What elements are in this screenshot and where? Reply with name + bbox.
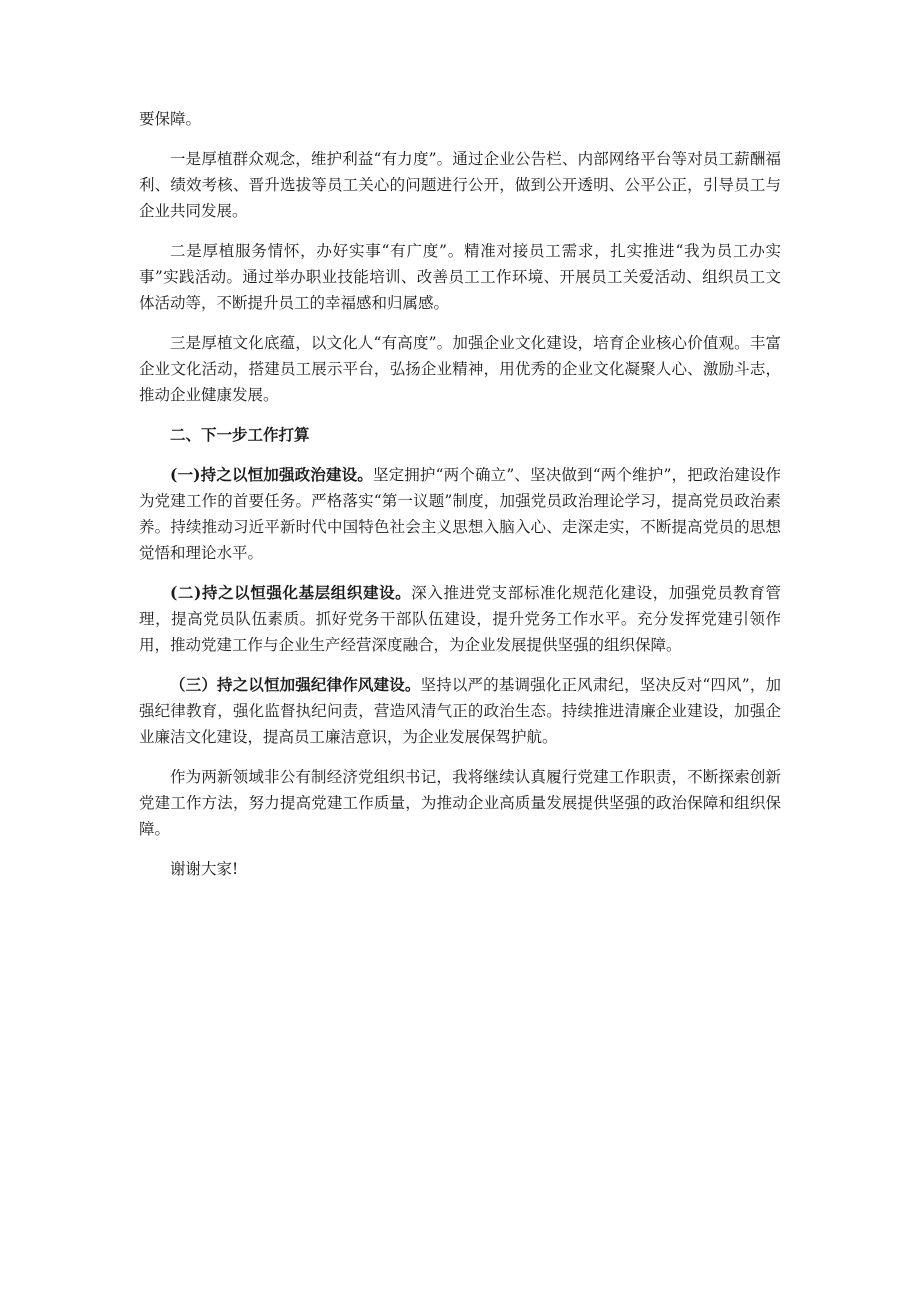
paragraph-masses: 一是厚植群众观念，维护利益“有力度”。通过企业公告栏、内部网络平台等对员工薪酬福利、绩效考核、晋升选拔等员工关心的问题进行公开，做到公开透明、公平公正，引导员工与企业共同发展。	[139, 150, 781, 220]
item-body: 深入推进党支部标准化规范化建设，加强党员教育管理，提高党员队伍素质。抓好党务干部队伍建设，提升党务工作水平。充分发挥党建引领作用，推动党建工作与企业生产经营深度融合，为企业发展提供坚强的组织保障。	[139, 584, 781, 654]
item-index: （三）	[170, 675, 217, 694]
item-lead: 持之以恒加强纪律作风建设。	[216, 675, 421, 694]
item-lead: (一)持之以恒加强政治建设。	[170, 465, 373, 484]
paragraph-closing: 作为两新领域非公有制经济党组织书记，我将继续认真履行党建工作职责，不断探索创新党建工作方法，努力提高党建工作质量，为推动企业高质量发展提供坚强的政治保障和组织保障。	[139, 768, 781, 838]
paragraph-thanks: 谢谢大家!	[170, 860, 239, 878]
item-political-building	[139, 462, 781, 566]
item-body: 坚持以严的基调强化正风肃纪，坚决反对“四风”，加强纪律教育，强化监督执纪问责，营造风清气正的政治生态。持续推进清廉企业建设，加强企业廉洁文化建设，提高员工廉洁意识，为企业发展保驾护航。	[139, 676, 781, 746]
item-grassroots-organization	[139, 580, 781, 658]
paragraph-service: 二是厚植服务情怀，办好实事“有广度”。精准对接员工需求，扎实推进“我为员工办实事”实践活动。通过举办职业技能培训、改善员工工作环境、开展员工关爱活动、组织员工文体活动等，不断提升员工的幸福感和归属感。	[139, 242, 781, 312]
item-discipline-style	[139, 672, 781, 750]
paragraph-culture: 三是厚植文化底蕴，以文化人“有高度”。加强企业文化建设，培育企业核心价值观。丰富企业文化活动，搭建员工展示平台，弘扬企业精神，用优秀的企业文化凝聚人心、激励斗志，推动企业健康发展。	[139, 334, 781, 404]
document-page	[139, 106, 781, 896]
item-lead: (二)持之以恒强化基层组织建设。	[170, 583, 412, 602]
paragraph-continuation: 要保障。	[139, 110, 202, 128]
item-body: 坚定拥护“两个确立”、坚决做到“两个维护”，把政治建设作为党建工作的首要任务。严格落实“第一议题”制度，加强党员政治理论学习，提高党员政治素养。持续推动习近平新时代中国特色社会主义思想入脑入心、走深走实，不断提高党员的思想觉悟和理论水平。	[139, 466, 781, 562]
section-heading-next-steps: 二、下一步工作打算	[170, 425, 310, 444]
